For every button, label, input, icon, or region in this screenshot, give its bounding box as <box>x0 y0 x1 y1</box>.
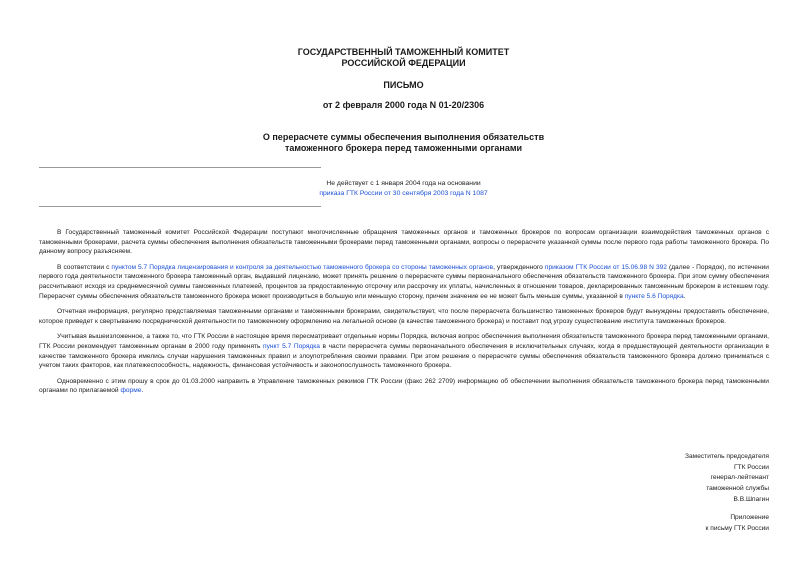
link-prikaz-392[interactable]: приказом ГТК России от 15.06.98 N 392 <box>544 263 667 271</box>
paragraph-5-text-b: . <box>141 387 144 395</box>
paragraph-3: Отчетная информация, регулярно представляемая таможенными органами и таможенными брокерами, свидетельствует, что после перерасчета большинство таможенных брокеров будут вынуждены предоставить обеспечение, которое приведет к свертыванию посреднической деятельности по таможенному оформлению на легальной основе (в качестве таможенного брокера) и поставит под угрозу существование института таможенных брокеров. <box>39 308 769 325</box>
paragraph-4-text-a: Учитывая вышеизложенное, а также то, что ГТК России в настоящее время пересматривает отдельные нормы Порядка, включая вопрос обеспечения выполнения обязательств таможенного брокера перед таможенными органами, ГТК России рекомендует таможенным органам в 2000 году применять <box>39 333 769 350</box>
status-notice-text: Не действует с 1 января 2004 года на основании <box>326 180 481 187</box>
status-notice-link[interactable]: приказа ГТК России от 30 сентября 2003 года N 1087 <box>319 190 488 197</box>
divider-bottom <box>39 206 321 207</box>
divider-top <box>39 167 321 168</box>
status-notice <box>0 179 807 199</box>
signature-block <box>509 452 769 506</box>
appendix-reference: к письму ГТК России <box>705 524 769 532</box>
paragraph-5-text-a: Одновременно с этим прошу в срок до 01.03.2000 направить в Управление таможенных режимов ГТК России (факс 262 2709) информацию об обеспечении выполнения обязательств таможенного брокера перед таможенными органами по прилагаемой <box>39 377 769 395</box>
link-punkt-5-7-poryadka[interactable]: пунктом 5.7 Порядка лицензирования и контроля за деятельностью таможенного брокера со стороны таможенных органов <box>111 263 494 271</box>
paragraph-4-text-b: в части перерасчета суммы первоначального обеспечения в исключительных случаях, когда в предшествующей деятельности организации в качестве таможенного брокера имелись случаи нарушения таможенных правил и злоупотребления своими правами. При этом решение о перерасчете суммы обеспечения обязательств таможенного брокера должно приниматься с учетом таких факторов, как платежеспособность, надежность, финансовая устойчивость и законопослушность таможенного брокера. <box>39 342 769 370</box>
document-title-line2: таможенного брокера перед таможенными органами <box>284 143 523 153</box>
signature-service: таможенной службы <box>706 485 769 493</box>
document-title-line1: О перерасчете суммы обеспечения выполнения обязательств <box>262 132 545 142</box>
appendix-block <box>509 513 769 534</box>
paragraph-2 <box>39 263 769 301</box>
signature-organization: ГТК России <box>733 463 769 471</box>
paragraph-1: В Государственный таможенный комитет Российской Федерации поступают многочисленные обращения таможенных органов и таможенных брокеров по вопросам организации взаимодействия таможенных органов с таможенными брокерами, расчета суммы обеспечения выполнения обязательств таможенными брокерами перед таможенными органами, вопросы о перерасчете указанной суммы после первого года работы таможенного брокера. По данному вопросу разъясняем. <box>39 229 769 256</box>
paragraph-5 <box>39 377 769 396</box>
paragraph-2-text-a: В соответствии с <box>57 263 112 271</box>
link-forma[interactable]: форме <box>120 387 142 395</box>
paragraph-4 <box>39 332 769 370</box>
signature-position: Заместитель председателя <box>685 453 769 460</box>
appendix-label: Приложение <box>730 514 769 521</box>
paragraph-2-text-d: . <box>683 292 686 300</box>
document-type: ПИСЬМО <box>383 80 424 90</box>
document-date-number: от 2 февраля 2000 года N 01-20/2306 <box>322 100 485 110</box>
link-punkt-5-6[interactable]: пункте 5.6 Порядка <box>624 292 684 300</box>
link-punkt-5-7[interactable]: пункт 5.7 Порядка <box>263 342 320 350</box>
signature-name: В.В.Шпагин <box>733 495 769 503</box>
letter-body <box>39 228 769 402</box>
signature-rank: генерал-лейтенант <box>710 474 769 482</box>
paragraph-2-text-c: (далее - Порядок), по истечении первого года деятельности таможенного брокера таможенный орган, выдавший лицензию, может принять решение о перерасчете суммы первоначального обеспечения обязательств таможенного брокера. При этом сумму обеспечения рассчитывают исходя из среднемесячной суммы таможенных платежей, процентов за предоставленную отсрочку или рассрочку их уплаты, начисленных в отношении товаров, декларированных таможенным брокером в истекшем году. Перерасчет суммы обеспечения обязательств таможенного брокера может производиться в большую или меньшую сторону, причем значение ее не может быть меньше суммы, указанной в <box>39 263 769 300</box>
org-name-line2: РОССИЙСКОЙ ФЕДЕРАЦИИ <box>341 58 466 68</box>
org-name-line1: ГОСУДАРСТВЕННЫЙ ТАМОЖЕННЫЙ КОМИТЕТ <box>297 47 510 57</box>
paragraph-2-text-b: , утвержденного <box>493 263 545 271</box>
